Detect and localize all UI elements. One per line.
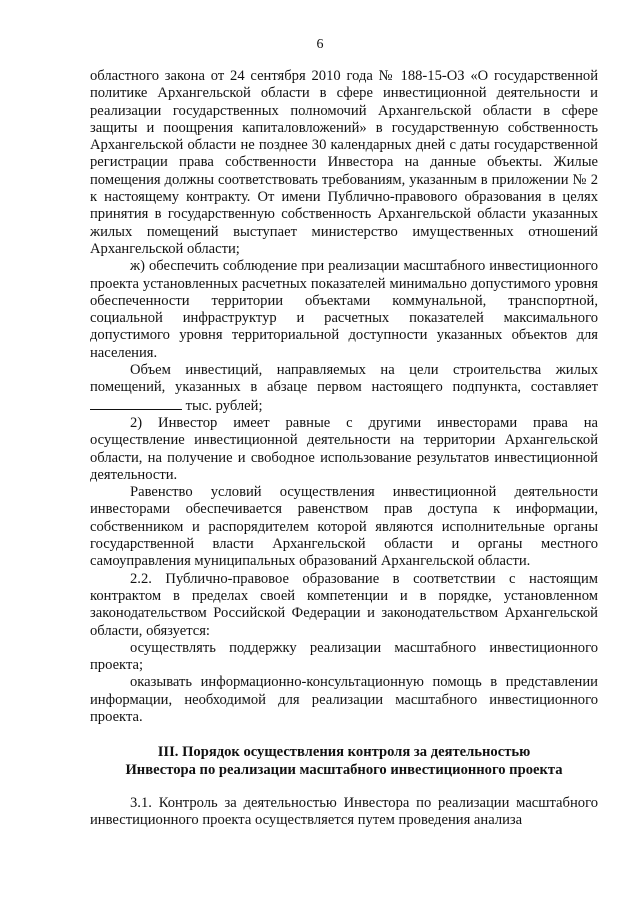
currency-unit-text: тыс. рублей; <box>185 397 263 414</box>
section-heading-line-1: III. Порядок осуществления контроля за деятельностью <box>157 744 531 761</box>
investment-volume-text: Объем инвестиций, направляемых на цели строительства жилых помещений, указанных в абзаце первом настоящего подпункта, составляет <box>90 362 598 396</box>
paragraph-item-zh: ж) обеспечить соблюдение при реализации масштабного инвестиционного проекта установленных расчетных показателей минимально допустимого уровня обеспеченности территории объектами коммунальной, транспортной, социальной инфраструктур и расчетных показателей максимального допустимого уровня территориальной доступности указанных объектов для населения. <box>90 258 598 361</box>
section-heading-line-2: Инвестора по реализации масштабного инвестиционного проекта <box>125 761 563 778</box>
section-heading <box>90 744 598 779</box>
paragraph-support: осуществлять поддержку реализации масштабного инвестиционного проекта; <box>90 639 598 674</box>
paragraph-consulting: оказывать информационно-консультационную помощь в представлении информации, необходимой для реализации масштабного инвестиционного проекта. <box>90 674 598 725</box>
document-body <box>90 68 598 829</box>
paragraph-2-2: 2.2. Публично-правовое образование в соответствии с настоящим контрактом в пределах своей компетенции и в порядке, установленном законодательством Российской Федерации и законодательством Архангельской области, обязуется: <box>90 570 598 639</box>
paragraph-investor-rights: 2) Инвестор имеет равные с другими инвесторами права на осуществление инвестиционной деятельности на территории Архангельской области, на получение и свободное использование результатов инвестиционной деятельности. <box>90 414 598 483</box>
blank-amount-line <box>90 397 182 410</box>
paragraph-regional-law: областного закона от 24 сентября 2010 года № 188-15-ОЗ «О государственной политике Архангельской области в сфере инвестиционной деятельности и реализации государственных полномочий Архангельской области в сфере защиты и поощрения капиталовложений» в государственную собственность Архангельской области не позднее 30 календарных дней с даты государственной регистрации права собственности Инвестора на данные объекты. Жилые помещения должны соответствовать требованиям, указанным в приложении № 2 к настоящему контракту. От имени Публично-правового образования в целях принятия в государственную собственность Архангельской области указанных жилых помещений выступает министерство имущественных отношений Архангельской области; <box>90 68 598 257</box>
page-number: 6 <box>316 37 324 52</box>
paragraph-3-1: 3.1. Контроль за деятельностью Инвестора по реализации масштабного инвестиционного проекта осуществляется путем проведения анализа <box>90 794 598 829</box>
paragraph-investment-volume <box>90 362 598 415</box>
paragraph-equal-conditions: Равенство условий осуществления инвестиционной деятельности инвесторами обеспечивается равенством прав доступа к информации, собственником и распорядителем которой являются исполнительные органы государственной власти Архангельской области и органы местного самоуправления муниципальных образований Архангельской области. <box>90 484 598 570</box>
